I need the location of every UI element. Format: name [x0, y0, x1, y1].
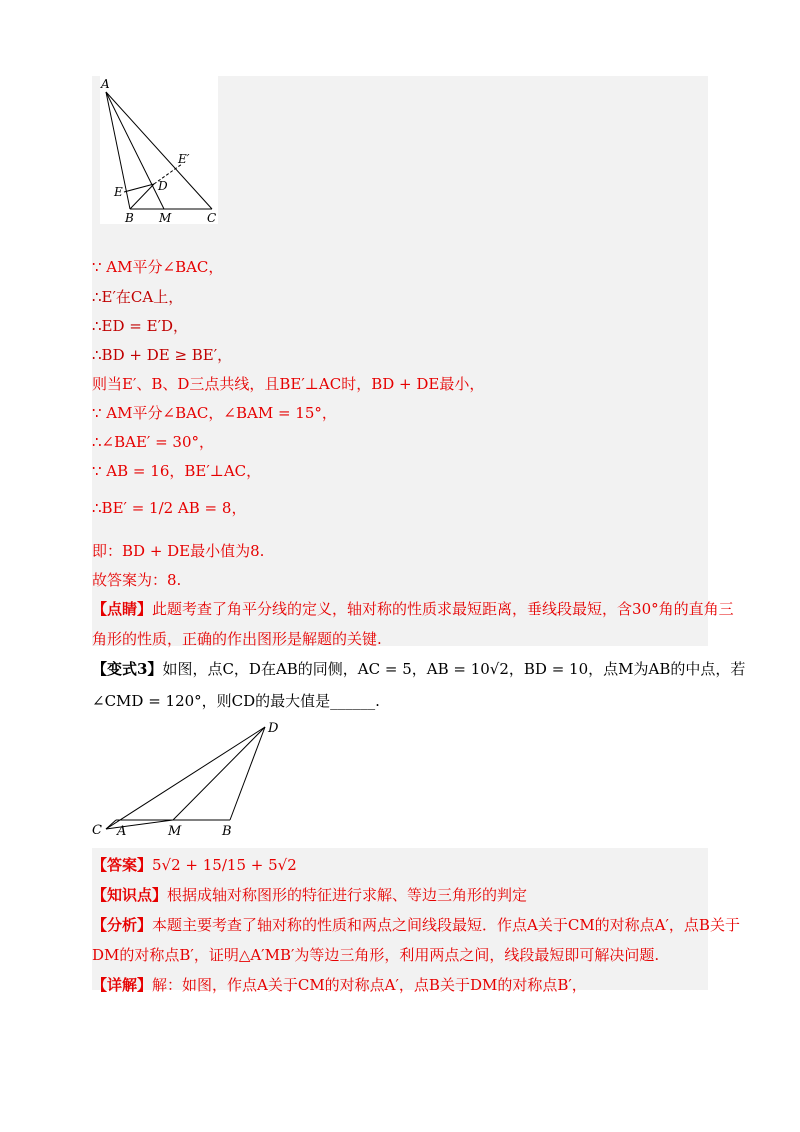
figure-1-diagram [100, 76, 218, 224]
fig1-label-e-prime: E′ [178, 152, 190, 166]
dianjing-line-1 [92, 598, 734, 619]
solution-line-10: 即：BD + DE最小值为8. [92, 542, 265, 560]
problem-line-1 [92, 658, 745, 679]
analysis-line-1 [92, 914, 740, 935]
dianjing-text-1: 此题考查了角平分线的定义，轴对称的性质求最短距离，垂线段最短，含30°角的直角三 [152, 600, 734, 618]
answer-tag: 【答案】 [92, 856, 153, 874]
fig1-label-c: C [207, 211, 217, 224]
analysis-text-1: 本题主要考查了轴对称的性质和两点之间线段最短．作点A关于CM的对称点A′，点B关于 [152, 916, 740, 934]
detail-line [92, 974, 587, 995]
figure-2-diagram [88, 716, 288, 840]
solution-line-11: 故答案为：8. [92, 571, 182, 589]
solution-line-5: 则当E′、B、D三点共线，且BE′⊥AC时，BD + DE最小， [92, 375, 485, 393]
answer-text: 5√2 + 15/15 + 5√2 [152, 856, 297, 874]
dianjing-line-2: 角形的性质，正确的作出图形是解题的关键. [92, 630, 382, 648]
answer-line [92, 854, 297, 875]
fig1-label-b: B [125, 211, 134, 224]
fig2-label-c: C [92, 823, 102, 838]
fig1-label-e: E [114, 185, 123, 199]
detail-text: 解：如图，作点A关于CM的对称点A′，点B关于DM的对称点B′， [152, 976, 587, 994]
knowledge-tag: 【知识点】 [92, 886, 168, 904]
solution-line-7: ∴∠BAE′ = 30°， [92, 433, 215, 451]
fig1-label-m: M [159, 211, 172, 224]
fig2-label-d: D [268, 721, 279, 736]
analysis-line-2: DM的对称点B′，证明△A′MB′为等边三角形，利用两点之间，线段最短即可解决问题. [92, 946, 660, 964]
fig2-label-b: B [222, 824, 232, 839]
problem-line-2: ∠CMD = 120°，则CD的最大值是______. [92, 692, 380, 710]
problem-text-1: 如图，点C，D在AB的同侧，AC = 5，AB = 10√2，BD = 10，点M为AB的中点，若 [162, 660, 746, 678]
fig1-label-a: A [101, 77, 110, 91]
knowledge-line [92, 884, 527, 905]
solution-line-3: ∴ED = E′D， [92, 317, 189, 335]
fig1-label-d: D [158, 179, 168, 193]
fig2-label-a: A [117, 824, 127, 839]
fig2-label-m: M [168, 824, 182, 839]
solution-line-8: ∵ AB = 16，BE′⊥AC， [92, 462, 262, 480]
solution-line-2: ∴E′在CA上， [92, 288, 184, 306]
detail-tag: 【详解】 [92, 976, 153, 994]
solution-line-1: ∵ AM平分∠BAC， [92, 258, 224, 276]
dianjing-tag: 【点睛】 [92, 600, 153, 618]
solution-line-9: ∴BE′ = 1/2 AB = 8， [92, 499, 247, 517]
solution-line-6: ∵ AM平分∠BAC，∠BAM = 15°， [92, 404, 337, 422]
analysis-tag: 【分析】 [92, 916, 153, 934]
knowledge-text: 根据成轴对称图形的特征进行求解、等边三角形的判定 [167, 886, 528, 904]
problem-tag: 【变式3】 [92, 660, 163, 678]
solution-line-4: ∴BD + DE ≥ BE′， [92, 346, 233, 364]
